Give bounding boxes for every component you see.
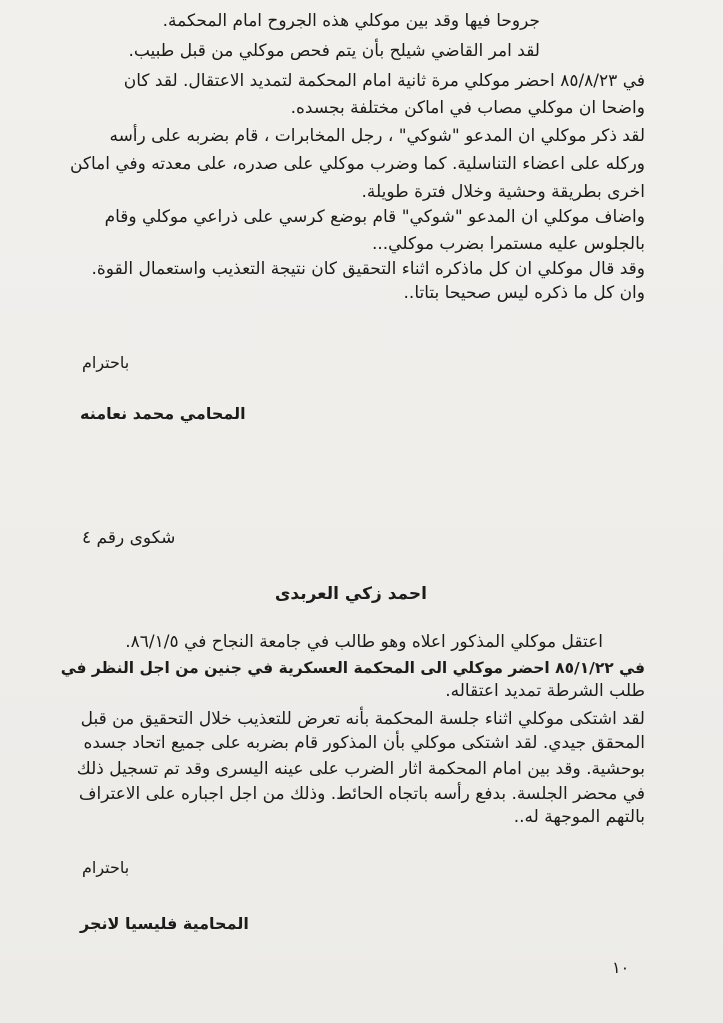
complainant-name: احمد زكي العربدى (274, 584, 427, 604)
paragraph-line: وقد قال موكلي ان كل ماذكره اثناء التحقيق كان نتيجة التعذيب واستعمال القوة. (91, 259, 645, 279)
paragraph-line: في محضر الجلسة. بدفع رأسه باتجاه الحائط. وذلك من اجل اجباره على الاعتراف (78, 784, 645, 804)
paragraph-line: وان كل ما ذكره ليس صحيحا بتاتا.. (403, 283, 645, 303)
paragraph-line: في ٨٥/٨/٢٣ احضر موكلي مرة ثانية امام المحكمة لتمديد الاعتقال. لقد كان (123, 71, 645, 91)
paragraph-line: بالجلوس عليه مستمرا بضرب موكلي... (371, 234, 645, 254)
paragraph-line: واضاف موكلي ان المدعو "شوكي" قام بوضع كرسي على ذراعي موكلي وقام (104, 207, 645, 227)
signature-name: المحامية فليسيا لانجر (80, 914, 249, 933)
paragraph-line: اعتقل موكلي المذكور اعلاه وهو طالب في جامعة النجاح في ٨٦/١/٥. (125, 632, 603, 652)
paragraph-line: اخرى بطريقة وحشية وخلال فترة طويلة. (361, 182, 645, 202)
complaint-number: شكوى رقم ٤ (82, 528, 176, 548)
paragraph-line: وركله على اعضاء التناسلية. كما وضرب موكلي على صدره، على معدته وفي اماكن (69, 154, 645, 174)
paragraph-line: المحقق جيدي. لقد اشتكى موكلي بأن المذكور قام بضربه على جميع اتحاد جسده (83, 733, 645, 753)
paragraph-line: لقد ذكر موكلي ان المدعو "شوكي" ، رجل المخابرات ، قام بضربه على رأسه (109, 126, 645, 146)
paragraph-line: لقد امر القاضي شيلح بأن يتم فحص موكلي من قبل طبيب. (128, 41, 540, 61)
paragraph-line: في ٨٥/١/٢٢ احضر موكلي الى المحكمة العسكرية في جنين من اجل النظر في (60, 659, 645, 677)
paragraph-line: جروحا فيها وقد بين موكلي هذه الجروح امام المحكمة. (162, 11, 540, 31)
signature-name: المحامي محمد نعامنه (80, 404, 246, 423)
signature-greeting: باحترام (82, 858, 130, 877)
paragraph-line: بوحشية. وقد بين امام المحكمة اثار الضرب على عينه اليسرى وقد تم تسجيل ذلك (76, 759, 645, 779)
paragraph-line: لقد اشتكى موكلي اثناء جلسة المحكمة بأنه تعرض للتعذيب خلال التحقيق من قبل (80, 709, 645, 729)
paragraph-line: طلب الشرطة تمديد اعتقاله. (445, 681, 645, 701)
signature-greeting: باحترام (82, 353, 130, 372)
paragraph-line: واضحا ان موكلي مصاب في اماكن مختلفة بجسده. (290, 98, 645, 118)
paragraph-line: بالتهم الموجهة له.. (513, 807, 645, 827)
page-number: ١٠ (612, 958, 630, 977)
